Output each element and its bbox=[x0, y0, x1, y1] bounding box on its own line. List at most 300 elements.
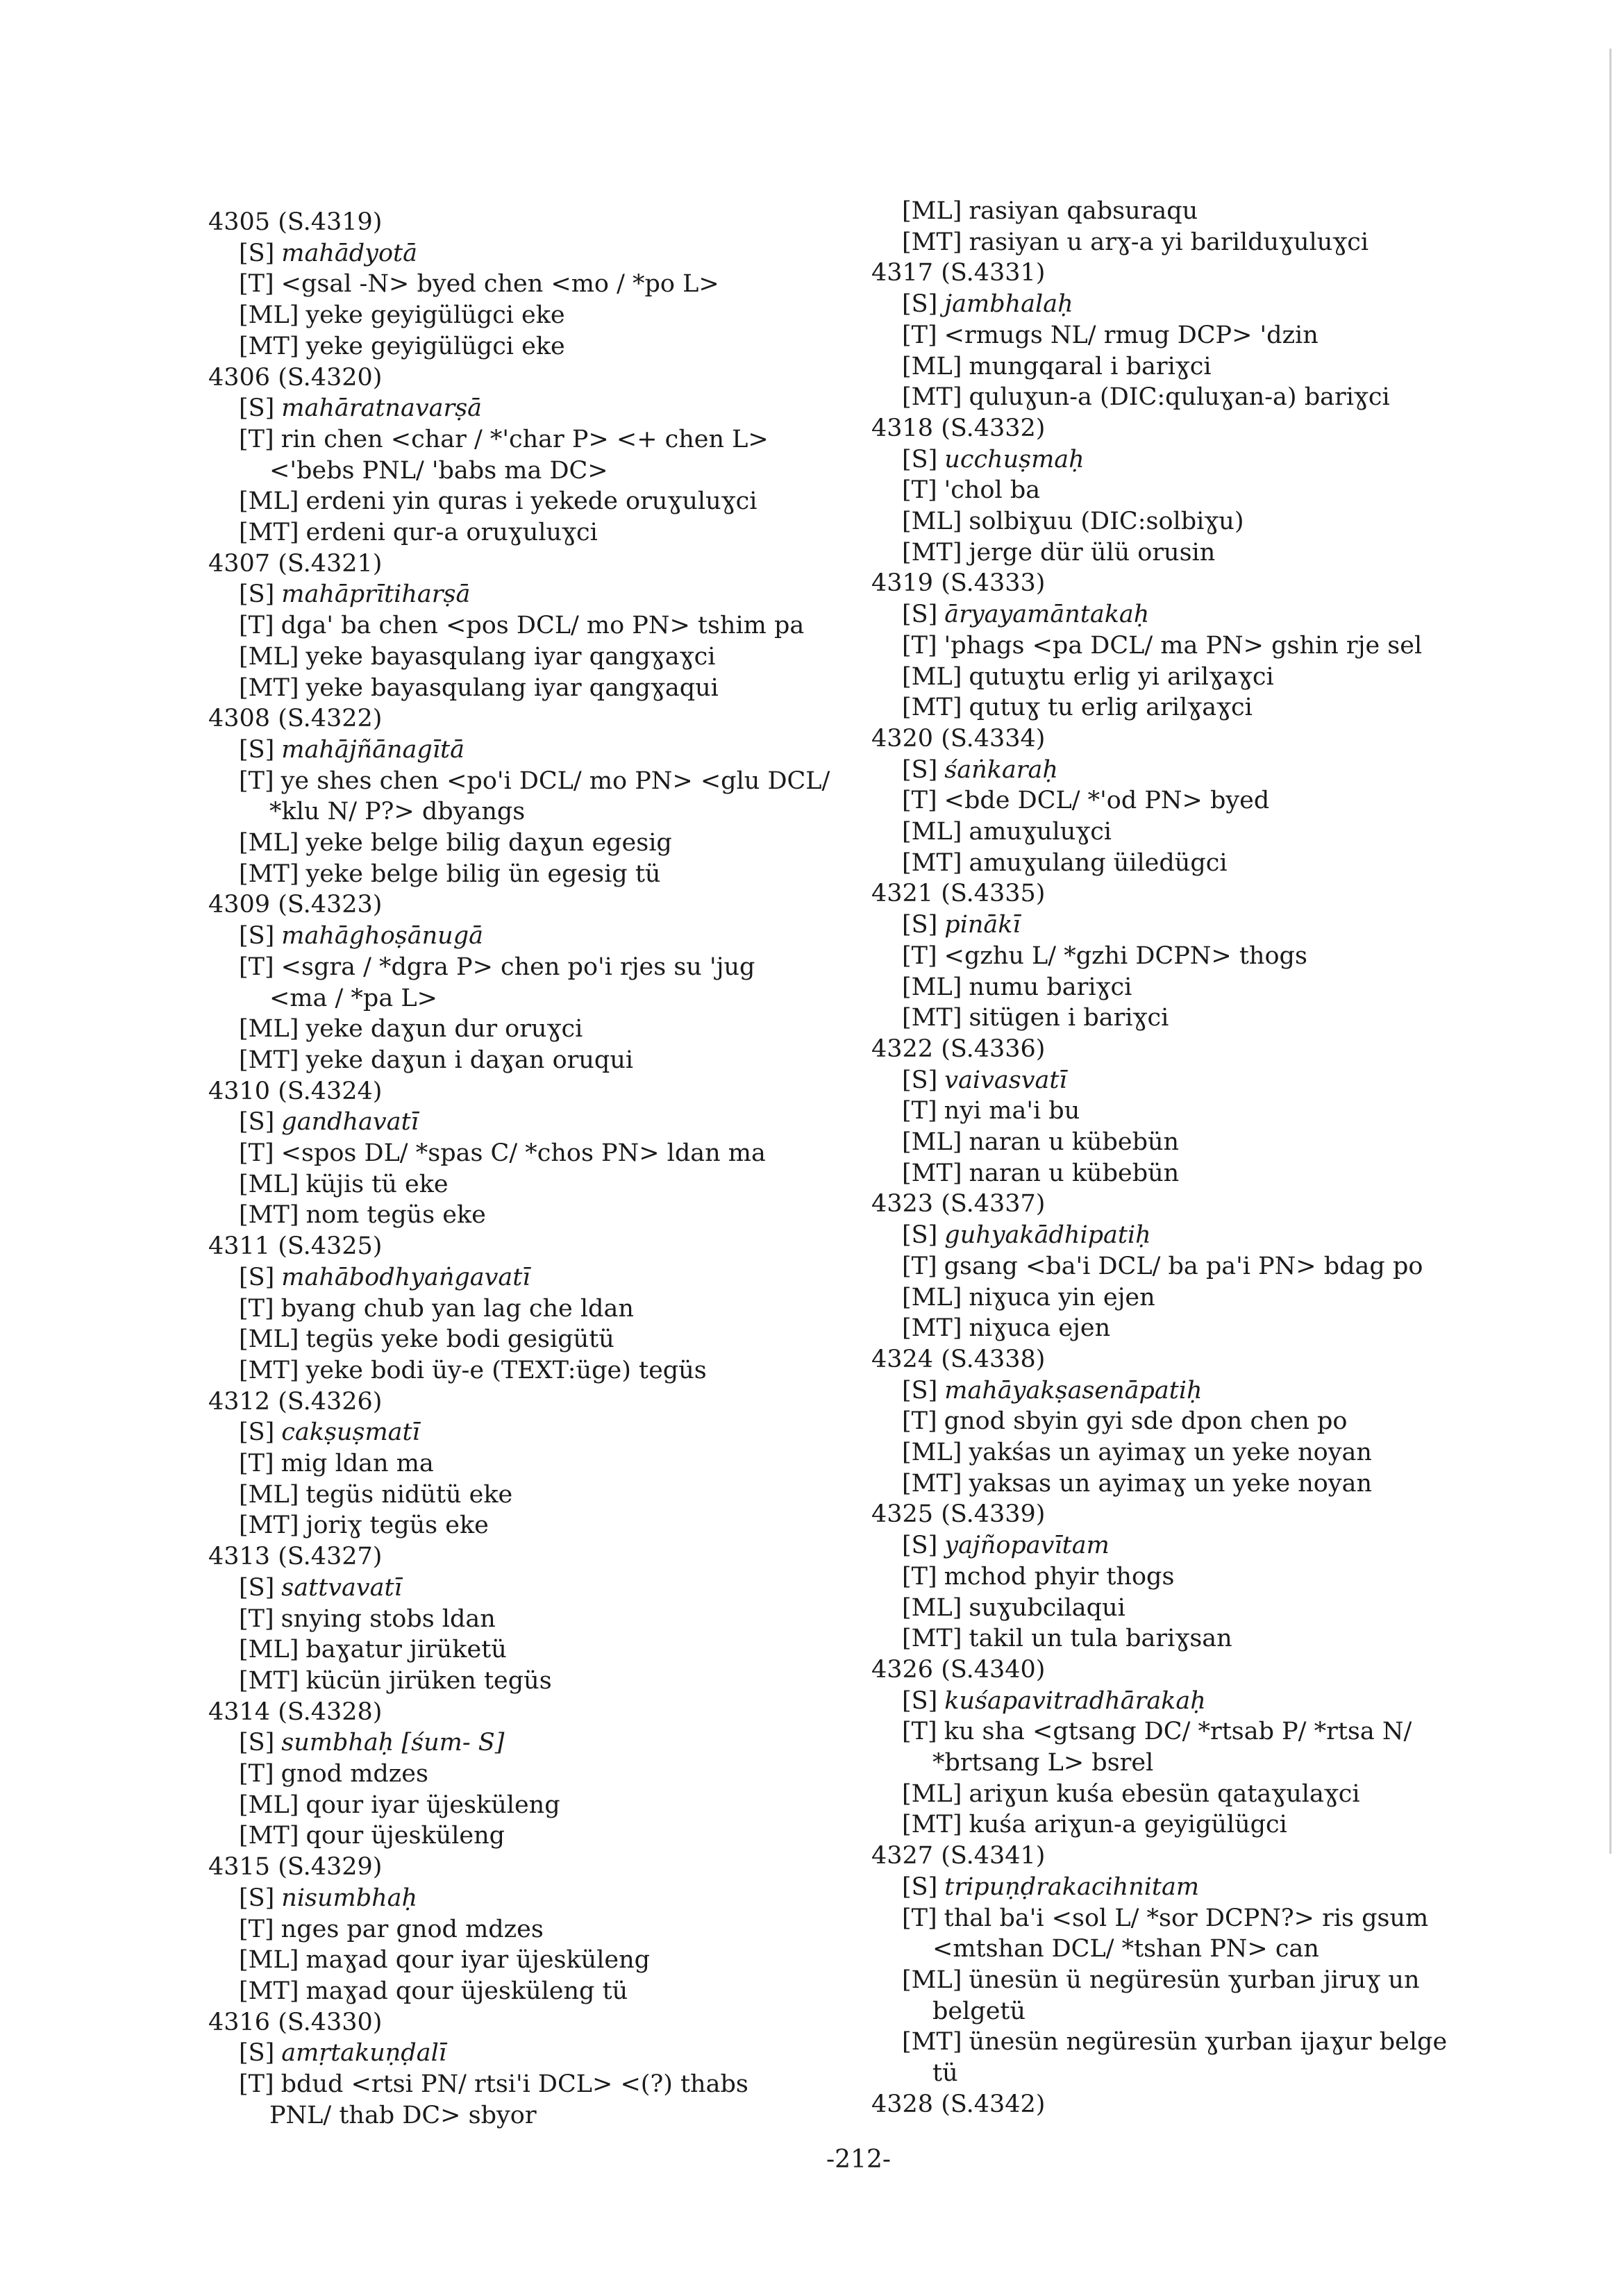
field-tag: [T] bbox=[902, 1904, 937, 1932]
field-tag: [ML] bbox=[239, 1946, 299, 1975]
field-tag: [T] bbox=[239, 270, 274, 299]
field-tag: [S] bbox=[902, 1686, 938, 1715]
field-line bbox=[902, 537, 1215, 568]
field-line bbox=[239, 1759, 428, 1789]
field-tag: [MT] bbox=[239, 332, 299, 360]
field-text: rin chen <char / *'char P> <+ chen L> bbox=[281, 425, 769, 453]
field-text: 'phags <pa DCL/ ma PN> gshin rje sel bbox=[944, 631, 1423, 660]
field-line bbox=[239, 300, 565, 330]
field-line bbox=[902, 320, 1319, 351]
field-tag: [ML] bbox=[239, 1170, 299, 1198]
field-text: qutuɣtu erlig yi arilɣaɣci bbox=[969, 662, 1274, 691]
field-line bbox=[239, 642, 715, 672]
field-line bbox=[239, 1573, 402, 1603]
field-tag: [MT] bbox=[902, 538, 962, 567]
field-tag: [S] bbox=[239, 580, 275, 609]
field-tag: [S] bbox=[239, 394, 275, 423]
field-line bbox=[902, 599, 1149, 630]
sanskrit-term: mahājñānagītā bbox=[281, 735, 464, 764]
field-line bbox=[239, 1107, 419, 1137]
field-text: maɣad qour üjesküleng tü bbox=[305, 1977, 628, 2005]
field-line bbox=[239, 579, 470, 610]
field-line bbox=[902, 1779, 1360, 1809]
field-text: ünesün negüresün ɣurban ijaɣur belge bbox=[969, 2028, 1448, 2056]
field-line bbox=[902, 196, 1198, 226]
field-tag: [S] bbox=[902, 601, 938, 629]
field-text: mchod phyir thogs bbox=[944, 1562, 1175, 1591]
field-line bbox=[902, 1127, 1179, 1157]
field-tag: [S] bbox=[239, 1263, 275, 1291]
field-text: gnod mdzes bbox=[281, 1760, 428, 1788]
field-text: erdeni yin quras i yekede oruɣuluɣci bbox=[305, 487, 757, 516]
field-tag: [MT] bbox=[902, 1469, 962, 1498]
field-line bbox=[239, 486, 757, 517]
field-text: <gzhu L/ *gzhi DCPN> thogs bbox=[944, 941, 1307, 970]
sanskrit-term: guhyakādhipatiḥ bbox=[944, 1221, 1151, 1250]
field-line bbox=[902, 630, 1422, 661]
sanskrit-term: mahādyotā bbox=[281, 239, 417, 267]
entry-number: 4320 (S.4334) bbox=[871, 724, 1046, 753]
field-tag: [ML] bbox=[239, 487, 299, 516]
field-text: gnod sbyin gyi sde dpon chen po bbox=[944, 1407, 1348, 1436]
field-line bbox=[239, 1045, 633, 1075]
field-tag: [ML] bbox=[239, 1015, 299, 1044]
entry-number: 4313 (S.4327) bbox=[208, 1543, 383, 1571]
field-tag: [S] bbox=[902, 911, 938, 939]
field-text: küjis tü eke bbox=[305, 1170, 449, 1198]
entry-number: 4324 (S.4338) bbox=[871, 1345, 1046, 1373]
field-line bbox=[902, 1872, 1199, 1902]
field-text: yeke geyigülügci eke bbox=[305, 301, 565, 330]
field-text: yeke bodi üy-e (TEXT:üge) tegüs bbox=[305, 1356, 707, 1384]
field-tag: [MT] bbox=[239, 860, 299, 888]
continuation-line: tü bbox=[932, 2059, 958, 2087]
field-tag: [T] bbox=[902, 787, 937, 815]
field-line bbox=[239, 424, 769, 455]
field-text: kücün jirüken tegüs bbox=[305, 1666, 552, 1695]
field-line bbox=[239, 1014, 583, 1044]
field-line bbox=[239, 1262, 530, 1293]
field-tag: [ML] bbox=[902, 662, 962, 691]
field-line bbox=[902, 1065, 1067, 1096]
field-text: kuśa ariɣun-a geyigülügci bbox=[969, 1811, 1287, 1839]
field-text: naran u kübebün bbox=[969, 1128, 1180, 1156]
sanskrit-term: yajñopavītam bbox=[944, 1532, 1110, 1560]
field-tag: [T] bbox=[902, 1407, 937, 1436]
field-line bbox=[239, 1510, 489, 1541]
field-line bbox=[902, 1903, 1428, 1934]
entry-number: 4319 (S.4333) bbox=[871, 569, 1046, 598]
field-line bbox=[239, 1883, 417, 1913]
field-tag: [ML] bbox=[239, 1325, 299, 1354]
sanskrit-term: vaivasvatī bbox=[944, 1066, 1067, 1094]
sanskrit-term: śaṅkaraḥ bbox=[944, 755, 1058, 784]
field-text: yakśas un ayimaɣ un yeke noyan bbox=[969, 1439, 1372, 1466]
field-tag: [T] bbox=[239, 1450, 274, 1477]
field-text: niɣuca ejen bbox=[969, 1314, 1111, 1343]
field-tag: [S] bbox=[239, 1573, 275, 1602]
sanskrit-term: sumbhaḥ [śum- S] bbox=[281, 1729, 505, 1757]
field-line bbox=[902, 1716, 1412, 1747]
field-line bbox=[902, 1096, 1080, 1126]
sanskrit-term: kuśapavitradhārakaḥ bbox=[944, 1686, 1206, 1715]
field-tag: [MT] bbox=[239, 1822, 299, 1850]
field-tag: [S] bbox=[239, 1729, 275, 1757]
field-text: naran u kübebün bbox=[969, 1159, 1180, 1187]
field-line bbox=[239, 610, 804, 641]
field-line bbox=[902, 2027, 1447, 2057]
field-tag: [S] bbox=[239, 2039, 275, 2068]
field-tag: [ML] bbox=[902, 1283, 962, 1312]
field-line bbox=[902, 1437, 1372, 1468]
field-text: dga' ba chen <pos DCL/ mo PN> tshim pa bbox=[281, 612, 805, 640]
entry-number: 4316 (S.4330) bbox=[208, 2008, 383, 2036]
field-text: suɣubcilaqui bbox=[969, 1593, 1125, 1622]
entry-number: 4317 (S.4331) bbox=[871, 259, 1046, 287]
field-line bbox=[239, 2069, 748, 2100]
field-tag: [ML] bbox=[239, 829, 299, 857]
field-tag: [ML] bbox=[902, 1593, 962, 1622]
field-line bbox=[902, 1530, 1110, 1561]
field-line bbox=[239, 269, 719, 299]
field-line bbox=[239, 673, 719, 703]
field-tag: [T] bbox=[902, 1562, 937, 1591]
entry-number: 4323 (S.4337) bbox=[871, 1190, 1046, 1218]
field-tag: [ML] bbox=[239, 301, 299, 330]
field-tag: [T] bbox=[902, 1252, 937, 1280]
entry-number: 4321 (S.4335) bbox=[871, 880, 1046, 908]
field-tag: [T] bbox=[902, 1097, 937, 1125]
field-text: ariɣun kuśa ebesün qataɣulaɣci bbox=[969, 1779, 1360, 1808]
sanskrit-term: jambhalaḥ bbox=[944, 290, 1073, 319]
field-tag: [MT] bbox=[239, 673, 299, 702]
entry-number: 4328 (S.4342) bbox=[871, 2090, 1046, 2118]
field-line bbox=[239, 921, 483, 951]
field-text: <bde DCL/ *'od PN> byed bbox=[944, 787, 1270, 815]
field-tag: [T] bbox=[239, 425, 274, 453]
field-text: ku sha <gtsang DC/ *rtsab P/ *rtsa N/ bbox=[944, 1718, 1412, 1746]
field-line bbox=[239, 1138, 766, 1168]
field-line bbox=[902, 941, 1307, 971]
field-text: tegüs yeke bodi gesigütü bbox=[305, 1325, 614, 1354]
field-line bbox=[902, 1965, 1420, 1995]
field-text: qour iyar üjesküleng bbox=[305, 1791, 560, 1819]
field-tag: [T] bbox=[902, 941, 937, 970]
field-line bbox=[902, 1468, 1372, 1499]
field-text: <spos DL/ *spas C/ *chos PN> ldan ma bbox=[281, 1139, 766, 1167]
field-line bbox=[902, 382, 1390, 412]
field-tag: [S] bbox=[902, 755, 938, 784]
field-tag: [S] bbox=[902, 1066, 938, 1094]
field-tag: [ML] bbox=[239, 1636, 299, 1664]
field-text: mig ldan ma bbox=[281, 1450, 434, 1477]
sanskrit-term: tripuṇḍrakacihnitam bbox=[944, 1872, 1200, 1901]
field-text: maɣad qour iyar üjesküleng bbox=[305, 1946, 651, 1975]
field-tag: [MT] bbox=[902, 228, 962, 256]
field-line bbox=[902, 785, 1269, 816]
field-text: amuɣuluɣci bbox=[969, 818, 1112, 846]
field-line bbox=[902, 1809, 1287, 1840]
field-tag: [S] bbox=[902, 445, 938, 474]
field-tag: [MT] bbox=[902, 1314, 962, 1343]
field-text: ye shes chen <po'i DCL/ mo PN> <glu DCL/ bbox=[281, 766, 830, 795]
field-tag: [ML] bbox=[902, 1128, 962, 1156]
entry-number: 4307 (S.4321) bbox=[208, 549, 383, 578]
field-text: nom tegüs eke bbox=[305, 1201, 486, 1230]
field-text: yeke bayasqulang iyar qangɣaɣci bbox=[305, 642, 716, 671]
field-line bbox=[239, 1914, 544, 1945]
field-tag: [S] bbox=[239, 1884, 275, 1912]
field-tag: [S] bbox=[902, 1872, 938, 1901]
field-line bbox=[902, 692, 1253, 723]
field-text: yeke bayasqulang iyar qangɣaqui bbox=[305, 673, 719, 702]
field-tag: [MT] bbox=[239, 1356, 299, 1384]
entry-number: 4327 (S.4341) bbox=[871, 1842, 1046, 1870]
field-tag: [ML] bbox=[902, 197, 962, 225]
field-line bbox=[239, 1604, 496, 1634]
field-tag: [T] bbox=[239, 766, 274, 795]
continuation-line: *brtsang L> bsrel bbox=[932, 1749, 1154, 1777]
field-line bbox=[239, 1200, 486, 1230]
field-tag: [MT] bbox=[902, 1159, 962, 1187]
field-text: nges par gnod mdzes bbox=[281, 1915, 544, 1943]
field-line bbox=[239, 1355, 707, 1386]
field-line bbox=[902, 1623, 1232, 1654]
field-line bbox=[239, 1976, 628, 2006]
field-tag: [T] bbox=[902, 321, 937, 349]
sanskrit-term: gandhavatī bbox=[281, 1108, 419, 1137]
field-line bbox=[902, 227, 1368, 258]
field-tag: [MT] bbox=[239, 519, 299, 546]
field-text: joriɣ tegüs eke bbox=[305, 1511, 489, 1540]
field-text: ünesün ü negüresün ɣurban jiruɣ un bbox=[969, 1966, 1420, 1994]
field-line bbox=[239, 1169, 449, 1200]
continuation-line: PNL/ thab DC> sbyor bbox=[269, 2101, 537, 2129]
field-tag: [MT] bbox=[239, 1511, 299, 1540]
entry-number: 4322 (S.4336) bbox=[871, 1034, 1046, 1063]
field-tag: [T] bbox=[239, 1294, 274, 1323]
field-tag: [MT] bbox=[239, 1666, 299, 1695]
entry-number: 4312 (S.4326) bbox=[208, 1387, 383, 1416]
field-line bbox=[902, 816, 1112, 847]
field-tag: [MT] bbox=[239, 1977, 299, 2005]
sanskrit-term: pinākī bbox=[944, 911, 1021, 939]
sanskrit-term: sattvavatī bbox=[281, 1573, 402, 1602]
entry-number: 4308 (S.4322) bbox=[208, 705, 383, 733]
field-tag: [S] bbox=[902, 1532, 938, 1560]
entry-number: 4306 (S.4320) bbox=[208, 363, 383, 392]
field-line bbox=[239, 1293, 634, 1324]
field-line bbox=[239, 859, 660, 889]
field-text: solbiɣuu (DIC:solbiɣu) bbox=[969, 508, 1244, 535]
entry-number: 4310 (S.4324) bbox=[208, 1077, 383, 1105]
field-text: niɣuca yin ejen bbox=[969, 1283, 1155, 1312]
field-text: yaksas un ayimaɣ un yeke noyan bbox=[969, 1469, 1372, 1498]
field-text: byang chub yan lag che ldan bbox=[281, 1294, 634, 1323]
field-line bbox=[902, 1313, 1110, 1343]
field-tag: [ML] bbox=[902, 1779, 962, 1808]
field-tag: [MT] bbox=[902, 848, 962, 877]
field-line bbox=[902, 1158, 1179, 1189]
field-text: numu bariɣci bbox=[969, 973, 1132, 1001]
field-line bbox=[902, 1593, 1125, 1623]
entry-number: 4305 (S.4319) bbox=[208, 208, 383, 236]
field-tag: [ML] bbox=[239, 1791, 299, 1819]
field-text: yeke belge bilig daɣun egesig bbox=[305, 829, 672, 857]
sanskrit-term: ucchuṣmaḥ bbox=[944, 445, 1085, 474]
field-tag: [ML] bbox=[902, 818, 962, 846]
sanskrit-term: cakṣuṣmatī bbox=[281, 1418, 420, 1447]
field-text: gsang <ba'i DCL/ ba pa'i PN> bdag po bbox=[944, 1252, 1423, 1280]
field-text: bdud <rtsi PN/ rtsi'i DCL> <(?) thabs bbox=[281, 2070, 748, 2098]
field-line bbox=[902, 1251, 1423, 1282]
field-tag: [T] bbox=[239, 1760, 274, 1788]
field-tag: [MT] bbox=[239, 1046, 299, 1074]
entry-number: 4314 (S.4328) bbox=[208, 1698, 383, 1726]
continuation-line: <ma / *pa L> bbox=[269, 984, 437, 1012]
field-text: 'chol ba bbox=[944, 476, 1041, 505]
field-line bbox=[239, 1666, 552, 1696]
field-tag: [MT] bbox=[902, 2028, 962, 2056]
field-line bbox=[239, 2038, 446, 2068]
continuation-line: <mtshan DCL/ *tshan PN> can bbox=[932, 1935, 1319, 1963]
field-text: <gsal -N> byed chen <mo / *po L> bbox=[281, 270, 719, 299]
field-line bbox=[239, 393, 482, 424]
field-line bbox=[239, 517, 598, 548]
field-tag: [T] bbox=[239, 953, 274, 981]
field-line bbox=[239, 1417, 420, 1448]
field-tag: [MT] bbox=[239, 1201, 299, 1230]
field-tag: [ML] bbox=[239, 642, 299, 671]
field-line bbox=[902, 1686, 1206, 1716]
field-tag: [S] bbox=[239, 735, 275, 764]
field-tag: [S] bbox=[902, 1376, 938, 1405]
field-text: tegüs nidütü eke bbox=[305, 1480, 513, 1509]
field-line bbox=[239, 1727, 504, 1758]
page-edge-shadow bbox=[1609, 49, 1612, 1854]
field-line bbox=[902, 1220, 1151, 1250]
field-line bbox=[902, 910, 1021, 940]
entry-number: 4326 (S.4340) bbox=[871, 1655, 1046, 1684]
field-tag: [S] bbox=[239, 239, 275, 267]
sanskrit-term: mahābodhyaṅgavatī bbox=[281, 1263, 530, 1291]
field-tag: [T] bbox=[239, 1915, 274, 1943]
field-line bbox=[902, 289, 1073, 319]
field-text: jerge dür ülü orusin bbox=[969, 538, 1216, 567]
field-tag: [T] bbox=[902, 631, 937, 660]
field-tag: [S] bbox=[239, 922, 275, 950]
field-line bbox=[902, 506, 1244, 537]
field-line bbox=[239, 952, 755, 982]
field-text: mungqaral i bariɣci bbox=[969, 352, 1212, 380]
field-line bbox=[239, 1448, 434, 1479]
field-text: amuɣulang üiledügci bbox=[969, 848, 1228, 877]
field-line bbox=[239, 828, 672, 858]
field-tag: [S] bbox=[902, 290, 938, 319]
field-line bbox=[902, 1561, 1174, 1592]
field-line bbox=[902, 1003, 1169, 1033]
sanskrit-term: mahāghoṣānugā bbox=[281, 922, 483, 950]
field-line bbox=[902, 475, 1040, 505]
field-text: thal ba'i <sol L/ *sor DCPN?> ris gsum bbox=[944, 1904, 1429, 1932]
field-line bbox=[239, 766, 830, 796]
field-line bbox=[902, 444, 1085, 475]
field-text: quluɣun-a (DIC:quluɣan-a) bariɣci bbox=[969, 383, 1390, 412]
sanskrit-term: mahāyakṣasenāpatiḥ bbox=[944, 1376, 1203, 1405]
field-text: takil un tula bariɣsan bbox=[969, 1625, 1232, 1653]
field-line bbox=[902, 848, 1228, 878]
field-tag: [ML] bbox=[902, 1439, 962, 1466]
field-line bbox=[902, 1282, 1155, 1313]
field-tag: [MT] bbox=[902, 694, 962, 722]
field-text: <rmugs NL/ rmug DCP> 'dzin bbox=[944, 321, 1319, 349]
field-text: baɣatur jirüketü bbox=[305, 1636, 507, 1664]
sanskrit-term: mahāprītiharṣā bbox=[281, 580, 471, 609]
field-text: yeke daɣun i daɣan oruqui bbox=[305, 1046, 634, 1074]
field-text: qour üjesküleng bbox=[305, 1822, 505, 1850]
field-tag: [T] bbox=[902, 1718, 937, 1746]
field-line bbox=[239, 735, 464, 765]
field-line bbox=[239, 238, 417, 269]
field-tag: [T] bbox=[239, 612, 274, 640]
sanskrit-term: mahāratnavarṣā bbox=[281, 394, 483, 423]
field-text: yeke geyigülügci eke bbox=[305, 332, 565, 360]
entry-number: 4318 (S.4332) bbox=[871, 414, 1046, 442]
field-line bbox=[902, 1375, 1203, 1406]
field-line bbox=[902, 1406, 1347, 1436]
field-text: rasiyan qabsuraqu bbox=[969, 197, 1198, 225]
field-text: yeke daɣun dur oruɣci bbox=[305, 1015, 583, 1044]
field-text: nyi ma'i bu bbox=[944, 1097, 1080, 1125]
field-tag: [ML] bbox=[902, 973, 962, 1001]
field-line bbox=[902, 351, 1212, 382]
field-tag: [T] bbox=[239, 2070, 274, 2098]
field-tag: [S] bbox=[239, 1418, 275, 1447]
field-line bbox=[902, 662, 1274, 692]
field-tag: [MT] bbox=[902, 1004, 962, 1032]
field-line bbox=[239, 1324, 614, 1355]
field-text: erdeni qur-a oruɣuluɣci bbox=[305, 519, 598, 546]
field-tag: [MT] bbox=[902, 1625, 962, 1653]
field-tag: [ML] bbox=[239, 1480, 299, 1509]
field-text: yeke belge bilig ün egesig tü bbox=[305, 860, 661, 888]
page-number: -212- bbox=[826, 2145, 891, 2174]
field-tag: [MT] bbox=[902, 383, 962, 412]
field-tag: [ML] bbox=[902, 1966, 962, 1994]
field-tag: [S] bbox=[239, 1108, 275, 1137]
sanskrit-term: nisumbhaḥ bbox=[281, 1884, 418, 1912]
field-text: sitügen i bariɣci bbox=[969, 1004, 1169, 1032]
field-line bbox=[902, 972, 1132, 1003]
field-tag: [ML] bbox=[902, 352, 962, 380]
field-line bbox=[239, 1820, 505, 1851]
continuation-line: *klu N/ P?> dbyangs bbox=[269, 798, 526, 826]
entry-number: 4325 (S.4339) bbox=[871, 1500, 1046, 1529]
field-line bbox=[239, 331, 565, 362]
field-tag: [T] bbox=[239, 1139, 274, 1167]
entry-number: 4311 (S.4325) bbox=[208, 1232, 383, 1261]
field-text: <sgra / *dgra P> chen po'i rjes su 'jug bbox=[281, 953, 755, 981]
entry-number: 4315 (S.4329) bbox=[208, 1853, 383, 1882]
field-line bbox=[239, 1634, 507, 1665]
field-line bbox=[902, 755, 1058, 785]
field-text: qutuɣ tu erlig arilɣaɣci bbox=[969, 694, 1253, 722]
continuation-line: <'bebs PNL/ 'babs ma DC> bbox=[269, 456, 608, 485]
entry-number: 4309 (S.4323) bbox=[208, 891, 383, 919]
field-line bbox=[239, 1945, 650, 1975]
continuation-line: belgetü bbox=[932, 1997, 1026, 2025]
field-tag: [ML] bbox=[902, 508, 962, 535]
